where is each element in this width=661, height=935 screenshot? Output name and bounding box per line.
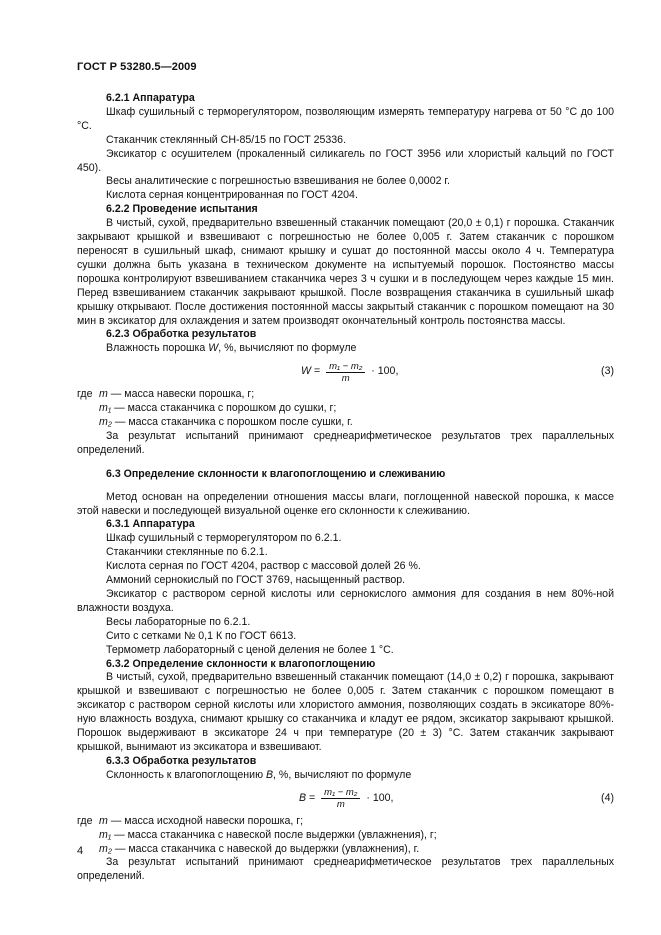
section-heading-6-3: 6.3 Определение склонности к влагопоглощению и слеживанию (106, 467, 446, 480)
section-heading-6-3-1: 6.3.1 Аппаратура (106, 518, 195, 531)
legend-item: m₂ — масса стаканчика с навеской до выдержки (увлажнения), г. (99, 842, 420, 855)
page-body (77, 92, 614, 884)
section-heading-6-2-1: 6.2.1 Аппаратура (106, 92, 195, 104)
section-heading-6-2-3: 6.2.3 Обработка результатов (106, 328, 257, 341)
section-heading-6-3-3: 6.3.3 Обработка результатов (106, 754, 257, 767)
paragraph: Кислота серная по ГОСТ 4204, раствор с массовой долей 26 %. (106, 560, 421, 573)
paragraph: В чистый, сухой, предварительно взвешенный стаканчик помещают (20,0 ± 0,1) г порошка. Стаканчик закрывают крышкой и взвешивают с погрешностью не более 0,005 г. Затем стаканчик с порошком переносят в сушильный шкаф, снимают крышку и сушат до постоянной массы около 4 ч. Температура сушки должна быть указана в техническом документе на испытуемый порошок. Постоянство массы порошка контролируют взвешиванием стаканчика через 3 ч сушки и в последующем через каждые 15 мин. Перед взвешиванием стаканчик закрывают крышкой. После возвращения стаканчика в сушильный шкаф крышку открывают. После достижения постоянной массы закрытый стаканчик с порошком помещают на 30 мин в эксикатор для охлаждения и затем производят окончательный контроль постоянства массы. (77, 217, 614, 327)
paragraph: Эксикатор с осушителем (прокаленный силикагель по ГОСТ 3956 или хлористый кальций по ГОСТ 450). (77, 147, 614, 174)
equation-number: (4) (601, 791, 614, 804)
formula-3: W = $\frac{\text{m₁ − m₂}}{m}$ · 100, (3) (301, 360, 614, 384)
paragraph: Весы аналитические с погрешностью взвешивания не более 0,0002 г. (106, 175, 450, 188)
formula-4: В = $\frac{\text{m₁ − m₂}}{m}$ · 100, (4) (299, 787, 614, 811)
document-header: ГОСТ Р 53280.5—2009 (77, 61, 197, 73)
formula-intro: Склонность к влагопоглощению В, %, вычисляют по формуле (106, 768, 412, 781)
paragraph: Шкаф сушильный с терморегулятором по 6.2.1. (106, 532, 342, 545)
paragraph: Кислота серная концентрированная по ГОСТ 4204. (106, 189, 358, 202)
fraction: $\frac{\text{m₁ − m₂}}{m}$ (326, 361, 365, 384)
paragraph: Метод основан на определении отношения массы влаги, поглощенной навеской порошка, к массе этой навески и последующей визуальной оценке его склонности к слеживанию. (77, 490, 614, 517)
legend-item: m — масса навески порошка, г; (99, 388, 255, 401)
formula-lhs: В (299, 791, 307, 804)
legend-item: m₂ — масса стаканчика с порошком после сушки, г. (99, 416, 353, 429)
variable-legend: где m — масса исходной навески порошка, г; m₁ — масса стаканчика с навеской после выдержки (увлажнения), г; m₂ — масса стаканчика с навеской до выдержки (увлажнения), г. (77, 815, 614, 857)
formula-intro: Влажность порошка W, %, вычисляют по формуле (106, 342, 357, 355)
paragraph: Стаканчики стеклянные по 6.2.1. (106, 546, 268, 559)
equation-number: (3) (601, 365, 614, 378)
variable-legend: где m — масса навески порошка, г; m₁ — масса стаканчика с порошком до сушки, г; m₂ — масса стаканчика с порошком после сушки, г. (77, 388, 614, 430)
paragraph: За результат испытаний принимают среднеарифметическое результатов трех параллельных определений. (77, 856, 614, 883)
paragraph: Термометр лабораторный с ценой деления не более 1 °С. (106, 643, 394, 656)
formula-lhs: W (301, 365, 311, 378)
legend-item: m₁ — масса стаканчика с порошком до сушки, г; (99, 402, 337, 415)
paragraph: В чистый, сухой, предварительно взвешенный стаканчик помещают (14,0 ± 0,2) г порошка, закрывают крышкой и взвешивают с погрешностью не более 0,005 г. Затем стаканчик с порошком помещают в эксикатор с раствором серной кислоты или хлористого аммония, позволяющих создать в эксикаторе 80%-ную влажность воздуха, снимают крышку со стаканчика и кладут ее рядом, эксикатор закрывают крышкой. Порошок выдерживают в эксикаторе 24 ч при температуре (20 ± 3) °С. Затем стаканчик закрывают крышкой, вынимают из эксикатора и взвешивают. (77, 671, 614, 753)
paragraph: Шкаф сушильный с терморегулятором, позволяющим измерять температуру нагрева от 50 °С до 100 °С. (77, 105, 614, 132)
section-heading-6-2-2: 6.2.2 Проведение испытания (106, 203, 258, 216)
paragraph: Сито с сетками № 0,1 К по ГОСТ 6613. (106, 629, 297, 642)
fraction: $\frac{\text{m₁ − m₂}}{m}$ (321, 787, 360, 810)
paragraph: Стаканчик стеклянный СН-85/15 по ГОСТ 25336. (106, 133, 347, 146)
paragraph: Весы лабораторные по 6.2.1. (106, 615, 251, 628)
section-heading-6-3-2: 6.3.2 Определение склонности к влагопоглощению (106, 657, 376, 670)
paragraph: За результат испытаний принимают среднеарифметическое результатов трех параллельных определений. (77, 429, 614, 456)
legend-item: m — масса исходной навески порошка, г; (99, 814, 304, 827)
paragraph: Эксикатор с раствором серной кислоты или сернокислого аммония для создания в нем 80%-ной влажности воздуха. (77, 588, 614, 614)
page-number: 4 (77, 845, 84, 857)
paragraph: Аммоний сернокислый по ГОСТ 3769, насыщенный раствор. (106, 574, 406, 587)
legend-item: m₁ — масса стаканчика с навеской после выдержки (увлажнения), г; (99, 828, 437, 841)
